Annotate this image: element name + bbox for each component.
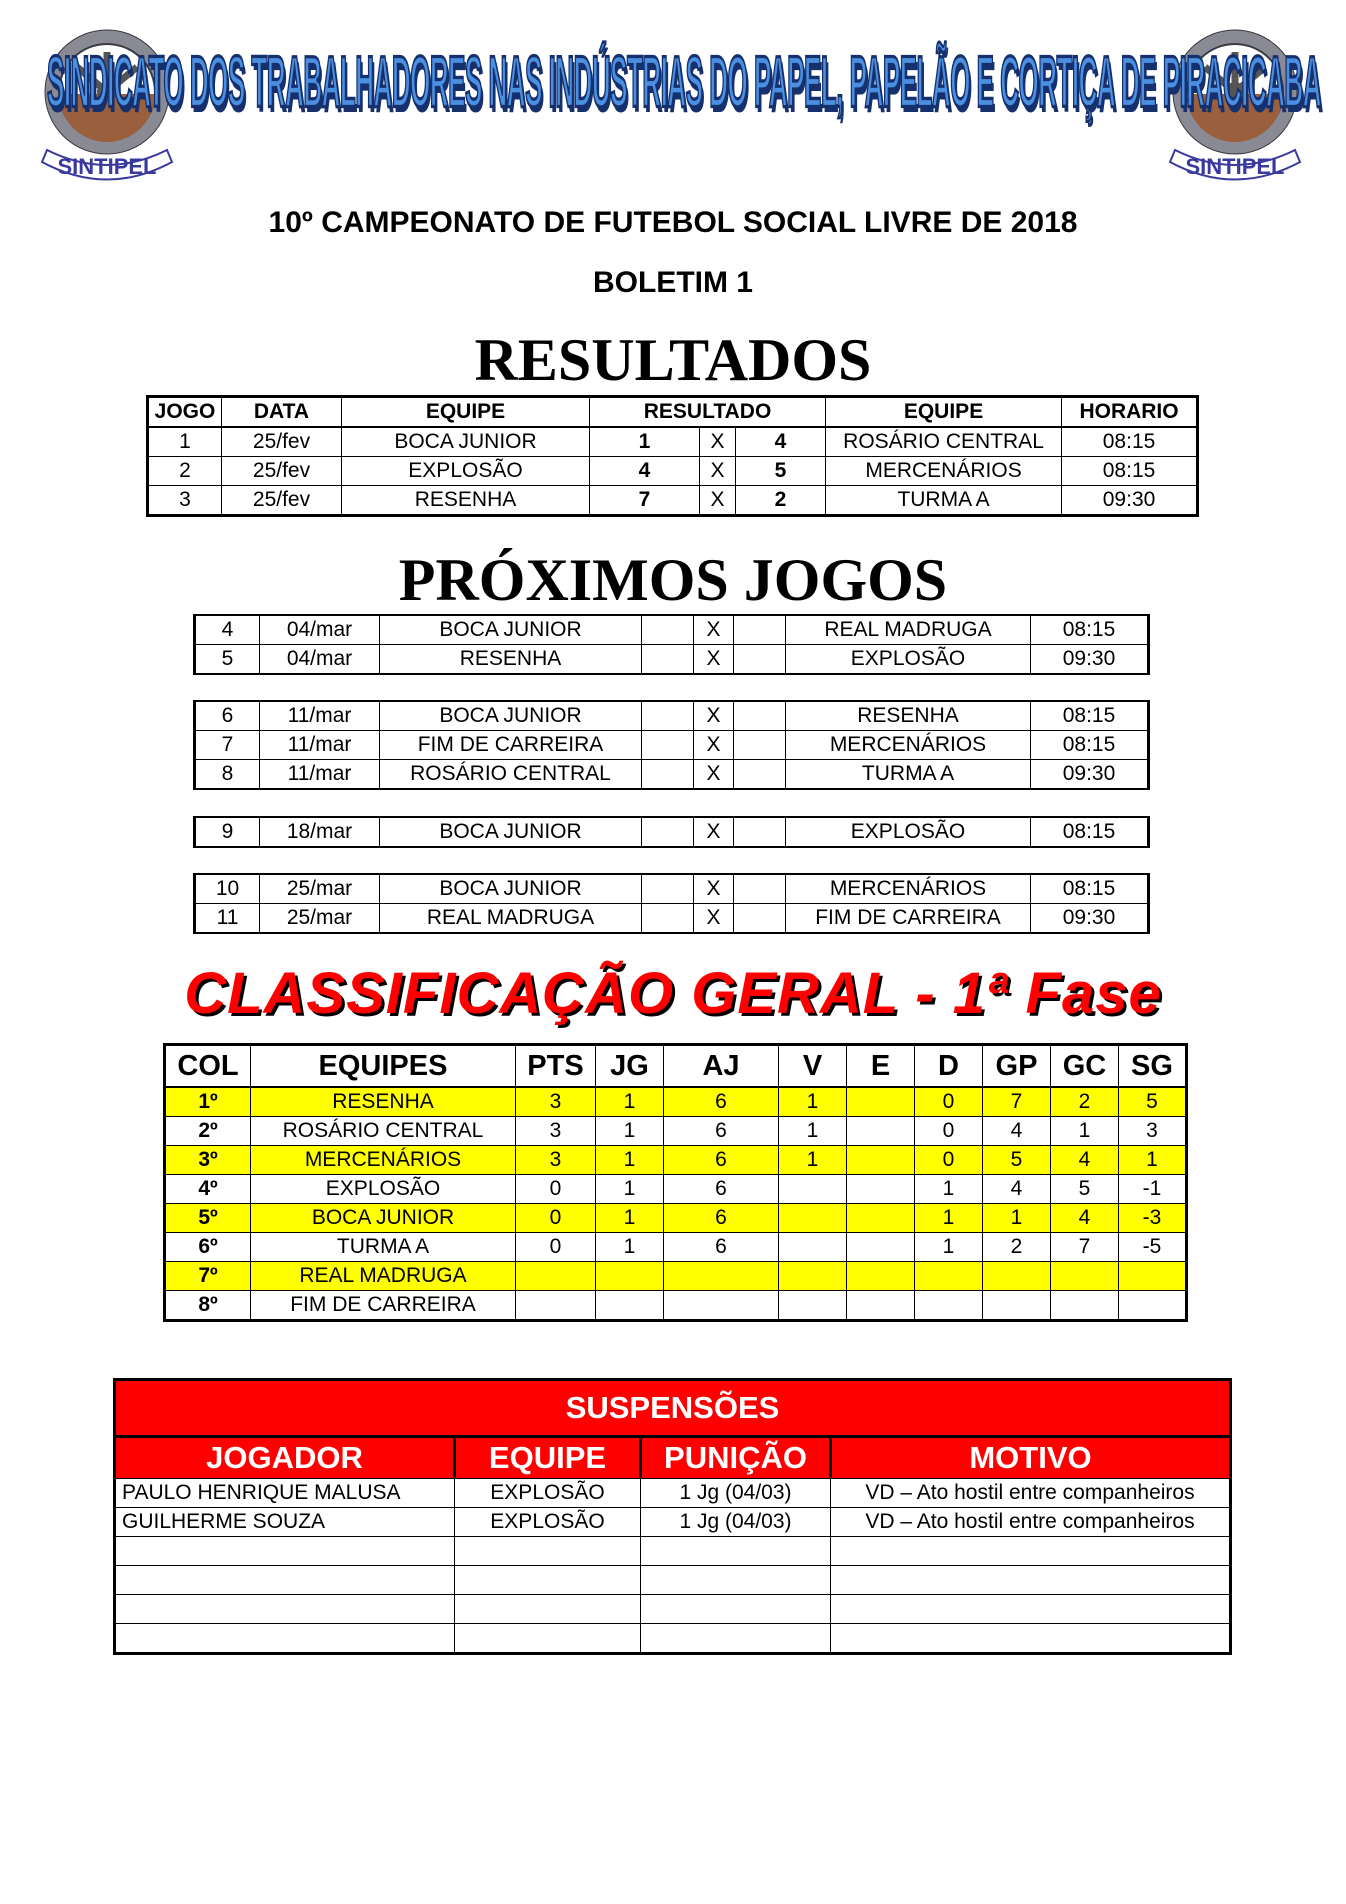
col-header: PTS <box>516 1045 596 1088</box>
wins: 1 <box>779 1087 847 1117</box>
team-name: BOCA JUNIOR <box>251 1204 516 1233</box>
wins: 1 <box>779 1117 847 1146</box>
wins: 1 <box>779 1146 847 1175</box>
losses: 1 <box>915 1233 983 1262</box>
col-header: V <box>779 1045 847 1088</box>
next-games-title: PRÓXIMOS JOGOS <box>398 547 948 613</box>
game-number: 2 <box>148 457 222 486</box>
away-score <box>734 904 786 934</box>
table-row <box>165 1233 1187 1262</box>
goals-against: 4 <box>1051 1146 1119 1175</box>
aj: 6 <box>664 1204 779 1233</box>
game-number: 11 <box>195 904 260 934</box>
table-row <box>195 874 1149 904</box>
game-number: 4 <box>195 615 260 645</box>
draws <box>847 1291 915 1321</box>
game-date: 04/mar <box>260 645 380 675</box>
draws <box>847 1087 915 1117</box>
game-time: 09:30 <box>1031 645 1149 675</box>
goal-difference: -5 <box>1119 1233 1187 1262</box>
team-name: EXPLOSÃO <box>251 1175 516 1204</box>
away-score <box>734 731 786 760</box>
home-score <box>642 701 694 731</box>
game-time: 08:15 <box>1031 615 1149 645</box>
aj: 6 <box>664 1087 779 1117</box>
game-date: 25/fev <box>222 457 342 486</box>
table-row <box>165 1262 1187 1291</box>
draws <box>847 1204 915 1233</box>
player-team <box>455 1537 641 1566</box>
player-name: PAULO HENRIQUE MALUSA <box>115 1479 455 1508</box>
col-header: EQUIPE <box>826 397 1062 428</box>
draws <box>847 1146 915 1175</box>
game-date: 18/mar <box>260 817 380 847</box>
results-title: RESULTADOS <box>474 327 872 393</box>
game-date: 25/mar <box>260 904 380 934</box>
team-name: MERCENÁRIOS <box>251 1146 516 1175</box>
game-number: 1 <box>148 427 222 457</box>
next-games-table <box>193 700 1150 790</box>
reason <box>831 1624 1231 1654</box>
table-row <box>195 615 1149 645</box>
table-row <box>148 427 1198 457</box>
next-games-table <box>193 614 1150 675</box>
away-score <box>734 701 786 731</box>
draws <box>847 1233 915 1262</box>
versus: X <box>700 486 736 516</box>
goals-for: 4 <box>983 1117 1051 1146</box>
wins <box>779 1175 847 1204</box>
game-time: 09:30 <box>1031 760 1149 790</box>
col-header: JOGO <box>148 397 222 428</box>
logo-text: SINTIPEL <box>57 154 157 179</box>
table-row <box>148 457 1198 486</box>
aj: 6 <box>664 1146 779 1175</box>
player-team: EXPLOSÃO <box>455 1479 641 1508</box>
game-time: 08:15 <box>1031 731 1149 760</box>
standings-title: CLASSIFICAÇÃO GERAL - 1ª Fase <box>184 961 1162 1026</box>
points: 3 <box>516 1087 596 1117</box>
goal-difference <box>1119 1262 1187 1291</box>
home-score: 4 <box>590 457 700 486</box>
games-played: 1 <box>596 1087 664 1117</box>
goal-difference <box>1119 1291 1187 1321</box>
away-score: 2 <box>736 486 826 516</box>
losses: 1 <box>915 1204 983 1233</box>
banner-text: SINDICATO DOS TRABALHADORES NAS INDÚSTRIAS DO PAPEL, PAPELÃO E CORTIÇA DE PIRACICABA <box>47 38 1321 123</box>
wins <box>779 1233 847 1262</box>
col-header: PUNIÇÃO <box>641 1437 831 1479</box>
player-name <box>115 1595 455 1624</box>
reason <box>831 1595 1231 1624</box>
col-header: JG <box>596 1045 664 1088</box>
away-team: REAL MADRUGA <box>786 615 1031 645</box>
versus: X <box>700 457 736 486</box>
player-name <box>115 1624 455 1654</box>
losses: 1 <box>915 1175 983 1204</box>
player-name <box>115 1537 455 1566</box>
bulletin-title: BOLETIM 1 <box>592 266 753 299</box>
suspensions-header-row <box>115 1437 1231 1479</box>
col-header: EQUIPE <box>342 397 590 428</box>
table-row <box>195 817 1149 847</box>
goal-difference: -3 <box>1119 1204 1187 1233</box>
table-row <box>165 1146 1187 1175</box>
points: 0 <box>516 1175 596 1204</box>
away-score: 5 <box>736 457 826 486</box>
player-name <box>115 1566 455 1595</box>
away-team: FIM DE CARREIRA <box>786 904 1031 934</box>
home-team: FIM DE CARREIRA <box>380 731 642 760</box>
goals-against: 7 <box>1051 1233 1119 1262</box>
goals-against: 1 <box>1051 1117 1119 1146</box>
col-header: EQUIPE <box>455 1437 641 1479</box>
home-team: REAL MADRUGA <box>380 904 642 934</box>
away-score <box>734 817 786 847</box>
home-score <box>642 904 694 934</box>
wins <box>779 1262 847 1291</box>
game-time: 09:30 <box>1031 904 1149 934</box>
points: 0 <box>516 1204 596 1233</box>
losses: 0 <box>915 1117 983 1146</box>
games-played: 1 <box>596 1233 664 1262</box>
games-played: 1 <box>596 1175 664 1204</box>
games-played: 1 <box>596 1117 664 1146</box>
table-row <box>115 1479 1231 1508</box>
aj: 6 <box>664 1233 779 1262</box>
suspensions-table <box>113 1378 1232 1655</box>
home-score <box>642 615 694 645</box>
logo-text: SINTIPEL <box>1185 154 1285 179</box>
away-team: TURMA A <box>786 760 1031 790</box>
away-score <box>734 615 786 645</box>
versus: X <box>694 874 734 904</box>
home-team: BOCA JUNIOR <box>342 427 590 457</box>
away-score <box>734 645 786 675</box>
position: 5º <box>165 1204 251 1233</box>
versus: X <box>694 817 734 847</box>
losses <box>915 1262 983 1291</box>
penalty <box>641 1566 831 1595</box>
home-score: 1 <box>590 427 700 457</box>
versus: X <box>694 731 734 760</box>
player-team <box>455 1566 641 1595</box>
next-games-table <box>193 873 1150 934</box>
goal-difference: 1 <box>1119 1146 1187 1175</box>
goals-for: 1 <box>983 1204 1051 1233</box>
home-score <box>642 874 694 904</box>
draws <box>847 1262 915 1291</box>
penalty: 1 Jg (04/03) <box>641 1508 831 1537</box>
home-team: BOCA JUNIOR <box>380 874 642 904</box>
col-header: COL <box>165 1045 251 1088</box>
games-played: 1 <box>596 1146 664 1175</box>
championship-title: 10º CAMPEONATO DE FUTEBOL SOCIAL LIVRE DE 2018 <box>268 206 1078 239</box>
goals-for: 2 <box>983 1233 1051 1262</box>
aj <box>664 1291 779 1321</box>
table-row <box>115 1566 1231 1595</box>
home-score <box>642 817 694 847</box>
table-row <box>195 731 1149 760</box>
penalty <box>641 1537 831 1566</box>
home-team: RESENHA <box>342 486 590 516</box>
goals-for: 5 <box>983 1146 1051 1175</box>
position: 6º <box>165 1233 251 1262</box>
col-header: E <box>847 1045 915 1088</box>
col-header: MOTIVO <box>831 1437 1231 1479</box>
points <box>516 1262 596 1291</box>
suspensions-title: SUSPENSÕES <box>115 1380 1231 1437</box>
goals-for: 4 <box>983 1175 1051 1204</box>
game-number: 10 <box>195 874 260 904</box>
team-name: ROSÁRIO CENTRAL <box>251 1117 516 1146</box>
versus: X <box>694 701 734 731</box>
table-row <box>165 1204 1187 1233</box>
table-row <box>195 645 1149 675</box>
game-date: 11/mar <box>260 701 380 731</box>
away-score <box>734 760 786 790</box>
home-score <box>642 731 694 760</box>
goals-for <box>983 1291 1051 1321</box>
col-header: DATA <box>222 397 342 428</box>
table-row <box>195 701 1149 731</box>
home-team: BOCA JUNIOR <box>380 817 642 847</box>
away-score <box>734 874 786 904</box>
player-name: GUILHERME SOUZA <box>115 1508 455 1537</box>
goal-difference: -1 <box>1119 1175 1187 1204</box>
team-name: FIM DE CARREIRA <box>251 1291 516 1321</box>
games-played: 1 <box>596 1204 664 1233</box>
goals-for: 7 <box>983 1087 1051 1117</box>
position: 1º <box>165 1087 251 1117</box>
game-number: 6 <box>195 701 260 731</box>
home-team: BOCA JUNIOR <box>380 615 642 645</box>
game-number: 3 <box>148 486 222 516</box>
col-header: JOGADOR <box>115 1437 455 1479</box>
standings-table <box>163 1043 1188 1322</box>
union-banner <box>47 32 1321 132</box>
table-row <box>165 1087 1187 1117</box>
home-team: RESENHA <box>380 645 642 675</box>
player-team <box>455 1624 641 1654</box>
next-games-table <box>193 816 1150 848</box>
goal-difference: 3 <box>1119 1117 1187 1146</box>
aj: 6 <box>664 1175 779 1204</box>
table-row <box>195 760 1149 790</box>
table-row <box>115 1537 1231 1566</box>
home-score <box>642 645 694 675</box>
game-number: 8 <box>195 760 260 790</box>
goals-against: 2 <box>1051 1087 1119 1117</box>
home-team: BOCA JUNIOR <box>380 701 642 731</box>
draws <box>847 1175 915 1204</box>
position: 8º <box>165 1291 251 1321</box>
table-row <box>115 1508 1231 1537</box>
position: 7º <box>165 1262 251 1291</box>
game-number: 9 <box>195 817 260 847</box>
col-header: RESULTADO <box>590 397 826 428</box>
away-team: MERCENÁRIOS <box>786 874 1031 904</box>
away-team: RESENHA <box>786 701 1031 731</box>
table-row <box>115 1624 1231 1654</box>
home-score <box>642 760 694 790</box>
team-name: RESENHA <box>251 1087 516 1117</box>
points: 3 <box>516 1146 596 1175</box>
col-header: AJ <box>664 1045 779 1088</box>
game-date: 11/mar <box>260 731 380 760</box>
position: 4º <box>165 1175 251 1204</box>
game-number: 7 <box>195 731 260 760</box>
goal-difference: 5 <box>1119 1087 1187 1117</box>
versus: X <box>700 427 736 457</box>
reason <box>831 1537 1231 1566</box>
game-time: 08:15 <box>1031 874 1149 904</box>
reason <box>831 1566 1231 1595</box>
player-team <box>455 1595 641 1624</box>
penalty <box>641 1624 831 1654</box>
table-row <box>165 1291 1187 1321</box>
penalty <box>641 1595 831 1624</box>
away-score: 4 <box>736 427 826 457</box>
away-team: EXPLOSÃO <box>786 817 1031 847</box>
losses: 0 <box>915 1087 983 1117</box>
col-header: GC <box>1051 1045 1119 1088</box>
results-table <box>146 395 1199 517</box>
draws <box>847 1117 915 1146</box>
away-team: EXPLOSÃO <box>786 645 1031 675</box>
goals-against: 5 <box>1051 1175 1119 1204</box>
goals-against <box>1051 1291 1119 1321</box>
reason: VD – Ato hostil entre companheiros <box>831 1479 1231 1508</box>
game-number: 5 <box>195 645 260 675</box>
col-header: D <box>915 1045 983 1088</box>
game-time: 08:15 <box>1031 701 1149 731</box>
game-date: 25/fev <box>222 427 342 457</box>
game-time: 08:15 <box>1062 457 1198 486</box>
wins <box>779 1291 847 1321</box>
away-team: ROSÁRIO CENTRAL <box>826 427 1062 457</box>
results-header-row <box>148 397 1198 428</box>
game-time: 09:30 <box>1062 486 1198 516</box>
table-row <box>165 1175 1187 1204</box>
table-row <box>148 486 1198 516</box>
home-team: ROSÁRIO CENTRAL <box>380 760 642 790</box>
table-row <box>165 1117 1187 1146</box>
versus: X <box>694 760 734 790</box>
games-played <box>596 1262 664 1291</box>
game-date: 25/fev <box>222 486 342 516</box>
losses <box>915 1291 983 1321</box>
away-team: MERCENÁRIOS <box>826 457 1062 486</box>
standings-header-row <box>165 1045 1187 1088</box>
penalty: 1 Jg (04/03) <box>641 1479 831 1508</box>
col-header: GP <box>983 1045 1051 1088</box>
aj: 6 <box>664 1117 779 1146</box>
aj <box>664 1262 779 1291</box>
table-row <box>115 1595 1231 1624</box>
col-header: EQUIPES <box>251 1045 516 1088</box>
game-date: 11/mar <box>260 760 380 790</box>
game-time: 08:15 <box>1031 817 1149 847</box>
versus: X <box>694 645 734 675</box>
goals-against: 4 <box>1051 1204 1119 1233</box>
versus: X <box>694 904 734 934</box>
points: 3 <box>516 1117 596 1146</box>
goals-against <box>1051 1262 1119 1291</box>
home-score: 7 <box>590 486 700 516</box>
team-name: TURMA A <box>251 1233 516 1262</box>
position: 2º <box>165 1117 251 1146</box>
away-team: MERCENÁRIOS <box>786 731 1031 760</box>
games-played <box>596 1291 664 1321</box>
col-header: SG <box>1119 1045 1187 1088</box>
home-team: EXPLOSÃO <box>342 457 590 486</box>
points: 0 <box>516 1233 596 1262</box>
suspensions-title-row <box>115 1380 1231 1437</box>
goals-for <box>983 1262 1051 1291</box>
away-team: TURMA A <box>826 486 1062 516</box>
table-row <box>195 904 1149 934</box>
wins <box>779 1204 847 1233</box>
col-header: HORARIO <box>1062 397 1198 428</box>
losses: 0 <box>915 1146 983 1175</box>
game-date: 25/mar <box>260 874 380 904</box>
game-date: 04/mar <box>260 615 380 645</box>
game-time: 08:15 <box>1062 427 1198 457</box>
reason: VD – Ato hostil entre companheiros <box>831 1508 1231 1537</box>
position: 3º <box>165 1146 251 1175</box>
player-team: EXPLOSÃO <box>455 1508 641 1537</box>
points <box>516 1291 596 1321</box>
team-name: REAL MADRUGA <box>251 1262 516 1291</box>
versus: X <box>694 615 734 645</box>
